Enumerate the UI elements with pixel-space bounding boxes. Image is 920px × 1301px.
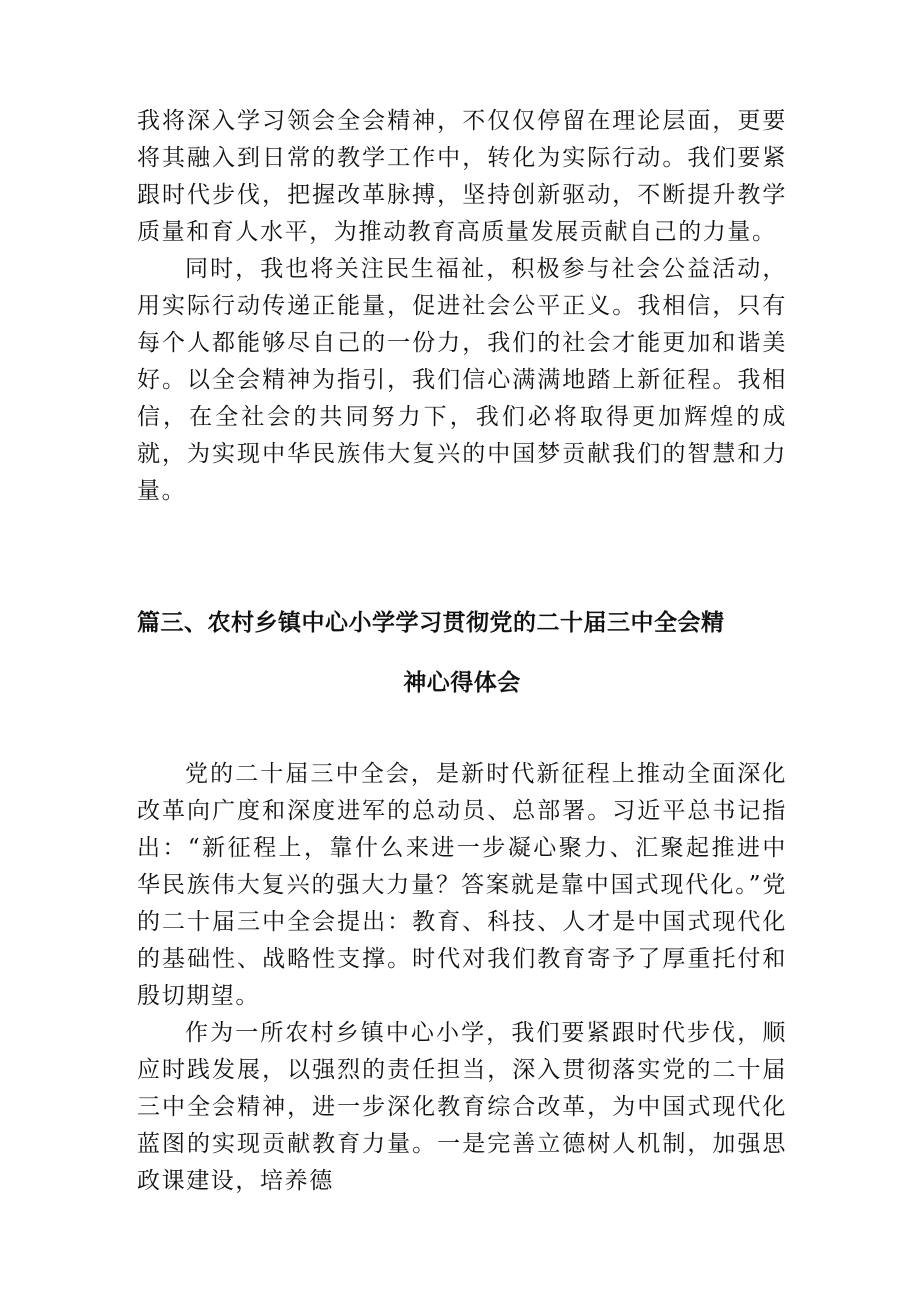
section-heading-line-2: 神心得体会	[403, 670, 521, 696]
body-text-top	[137, 103, 787, 510]
paragraph: 作为一所农村乡镇中心小学，我们要紧跟时代步伐，顺应时践发展，以强烈的责任担当，深入贯彻落实党的二十届三中全会精神，进一步深化教育综合改革，为中国式现代化蓝图的实现贡献教育力量。一是完善立德树人机制，加强思政课建设，培养德	[137, 1020, 787, 1194]
paragraph: 同时，我也将关注民生福祉，积极参与社会公益活动，用实际行动传递正能量，促进社会公平正义。我相信，只有每个人都能够尽自己的一份力，我们的社会才能更加和谐美好。以全会精神为指引，我们信心满满地踏上新征程。我相信，在全社会的共同努力下，我们必将取得更加辉煌的成就，为实现中华民族伟大复兴的中国梦贡献我们的智慧和力量。	[137, 256, 787, 504]
paragraph: 党的二十届三中全会，是新时代新征程上推动全面深化改革向广度和深度进军的总动员、总部署。习近平总书记指出：“新征程上，靠什么来进一步凝心聚力、汇聚起推进中华民族伟大复兴的强大力量？答案就是靠中国式现代化。”党的二十届三中全会提出：教育、科技、人才是中国式现代化的基础性、战略性支撑。时代对我们教育寄予了厚重托付和殷切期望。	[137, 761, 787, 1009]
paragraph: 我将深入学习领会全会精神，不仅仅停留在理论层面，更要将其融入到日常的教学工作中，转化为实际行动。我们要紧跟时代步伐，把握改革脉搏，坚持创新驱动，不断提升教学质量和育人水平，为推动教育高质量发展贡献自己的力量。	[137, 108, 787, 245]
section-heading-line-1: 篇三、农村乡镇中心小学学习贯彻党的二十届三中全会精	[137, 610, 725, 636]
body-text-bottom	[137, 756, 787, 1200]
